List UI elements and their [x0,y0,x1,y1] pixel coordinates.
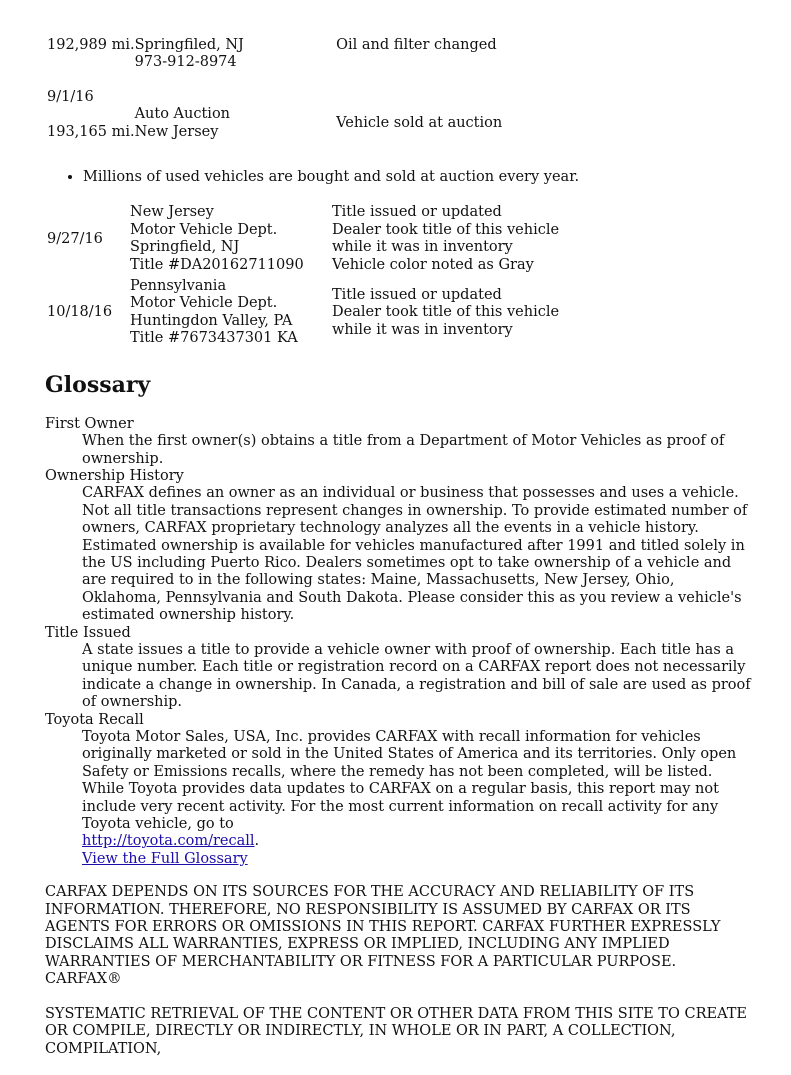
glossary-definition: A state issues a title to provide a vehicle owner with proof of ownership. Each title has a unique number. Each title or registration record on a CARFAX report does not necessarily indicate a change in ownership. In Canada, a registration and bill of sale are used as proof of ownership. [82,641,751,711]
history-mileage: 192,989 mi. [47,37,135,53]
history-mileage: 193,165 mi. [47,123,135,140]
history-source-line: New Jersey [130,204,214,221]
glossary-term: First Owner [45,415,134,432]
history-date: 9/27/16 [47,230,103,247]
disclaimer-section [45,884,755,1058]
glossary-list [45,416,755,869]
auction-note-list [45,169,755,186]
history-source-line: Auto Auction [134,106,231,123]
history-table-bottom [47,204,752,351]
toyota-recall-link[interactable]: http://toyota.com/recall [82,833,255,850]
history-comment-line: Dealer took title of this vehicle [332,221,560,238]
history-source-line: New Jersey [134,123,219,140]
history-comment-cell [336,89,755,141]
history-source-cell [135,89,337,141]
history-comment-line: Vehicle sold at auction [336,114,503,131]
auction-note: • Millions of used vehicles are bought and sold at auction every year. [83,169,755,186]
history-row [47,89,755,141]
history-date-cell [47,89,135,141]
glossary-term: Toyota Recall [45,711,144,728]
history-source-cell [135,37,337,72]
history-row [47,37,755,72]
glossary-definition: CARFAX defines an owner as an individual or business that possesses and uses a vehicle. Not all title transactions represent changes in ownership. To provide estimated number of owners, CARFAX proprietary technology analyzes all the events in a vehicle history. Estimated ownership is available for vehicles manufactured after 1991 and titled solely in the US including Puerto Rico. Dealers sometimes opt to take ownership of a vehicle and are required to in the following states: Maine, Massachusetts, New Jersey, Ohio, Oklahoma, Pennsylvania and South Dakota. Please consider this as you review a vehicle's estimated ownership history. [82,485,748,624]
history-date-cell [47,37,135,72]
history-source-line: Motor Vehicle Dept. [130,221,278,238]
history-source-cell [130,278,332,352]
history-source-line: Springfiled, NJ [134,37,244,53]
disclaimer-warranty: CARFAX DEPENDS ON ITS SOURCES FOR THE ACCURACY AND RELIABILITY OF ITS INFORMATION. THEREFORE, NO RESPONSIBILITY IS ASSUMED BY CARFAX OR ITS AGENTS FOR ERRORS OR OMISSIONS IN THIS REPORT. CARFAX FURTHER EXPRESSLY DISCLAIMS ALL WARRANTIES, EXPRESS OR IMPLIED, INCLUDING ANY IMPLIED WARRANTIES OF MERCHANTABILITY OR FITNESS FOR A PARTICULAR PURPOSE. CARFAX® [45,884,721,988]
history-date: 9/1/16 [47,88,94,105]
history-comment-cell [332,278,752,352]
history-comment-cell [332,204,752,278]
history-date-cell [47,204,130,278]
history-source-line: Springfield, NJ [130,239,240,256]
history-comment-line: while it was in inventory [332,239,513,256]
link-trailing-period: . [254,833,260,850]
history-source-line: Title #7673437301 KA [130,330,298,347]
history-row [47,278,752,352]
report-page [45,37,755,1075]
history-source-line: Huntingdon Valley, PA [130,312,293,329]
history-comment-line: Dealer took title of this vehicle [332,304,560,321]
disclaimer-retrieval: SYSTEMATIC RETRIEVAL OF THE CONTENT OR OTHER DATA FROM THIS SITE TO CREATE OR COMPILE, DIRECTLY OR INDIRECTLY, IN WHOLE OR IN PART, A COLLECTION, COMPILATION, [45,1005,748,1057]
glossary-definition-text: Toyota Motor Sales, USA, Inc. provides CARFAX with recall information for vehicles originally marketed or sold in the United States of America and its territories. Only open Safety or Emissions recalls, where the remedy has not been completed, will be listed. While Toyota provides data updates to CARFAX on a regular basis, this report may not include very recent activity. For the most current information on recall activity for any Toyota vehicle, go to [82,729,737,833]
history-comment-line: Title issued or updated [332,286,502,303]
glossary-heading: Glossary [45,371,151,398]
history-date: 10/18/16 [47,304,113,321]
history-source-line: Title #DA20162711090 [130,256,304,273]
history-source-cell [130,204,332,278]
history-date-cell [47,278,130,352]
history-comment-line: while it was in inventory [332,321,513,338]
history-comment-line: Vehicle color noted as Gray [332,256,534,273]
history-row [47,204,752,278]
history-source-line: 973-912-8974 [134,54,237,71]
history-comment-line: Oil and filter changed [336,37,497,53]
full-glossary-link[interactable]: View the Full Glossary [82,850,248,867]
glossary-definition: When the first owner(s) obtains a title from a Department of Motor Vehicles as proof of ownership. [82,433,725,467]
history-comment-line: Title issued or updated [332,204,502,221]
history-source-line: Motor Vehicle Dept. [130,295,278,312]
history-table-top [47,37,755,141]
history-comment-cell [336,37,755,72]
glossary-definition-toyota-recall [82,729,755,868]
glossary-term: Title Issued [45,624,131,641]
glossary-term: Ownership History [45,467,184,484]
history-source-line: Pennsylvania [130,278,227,295]
